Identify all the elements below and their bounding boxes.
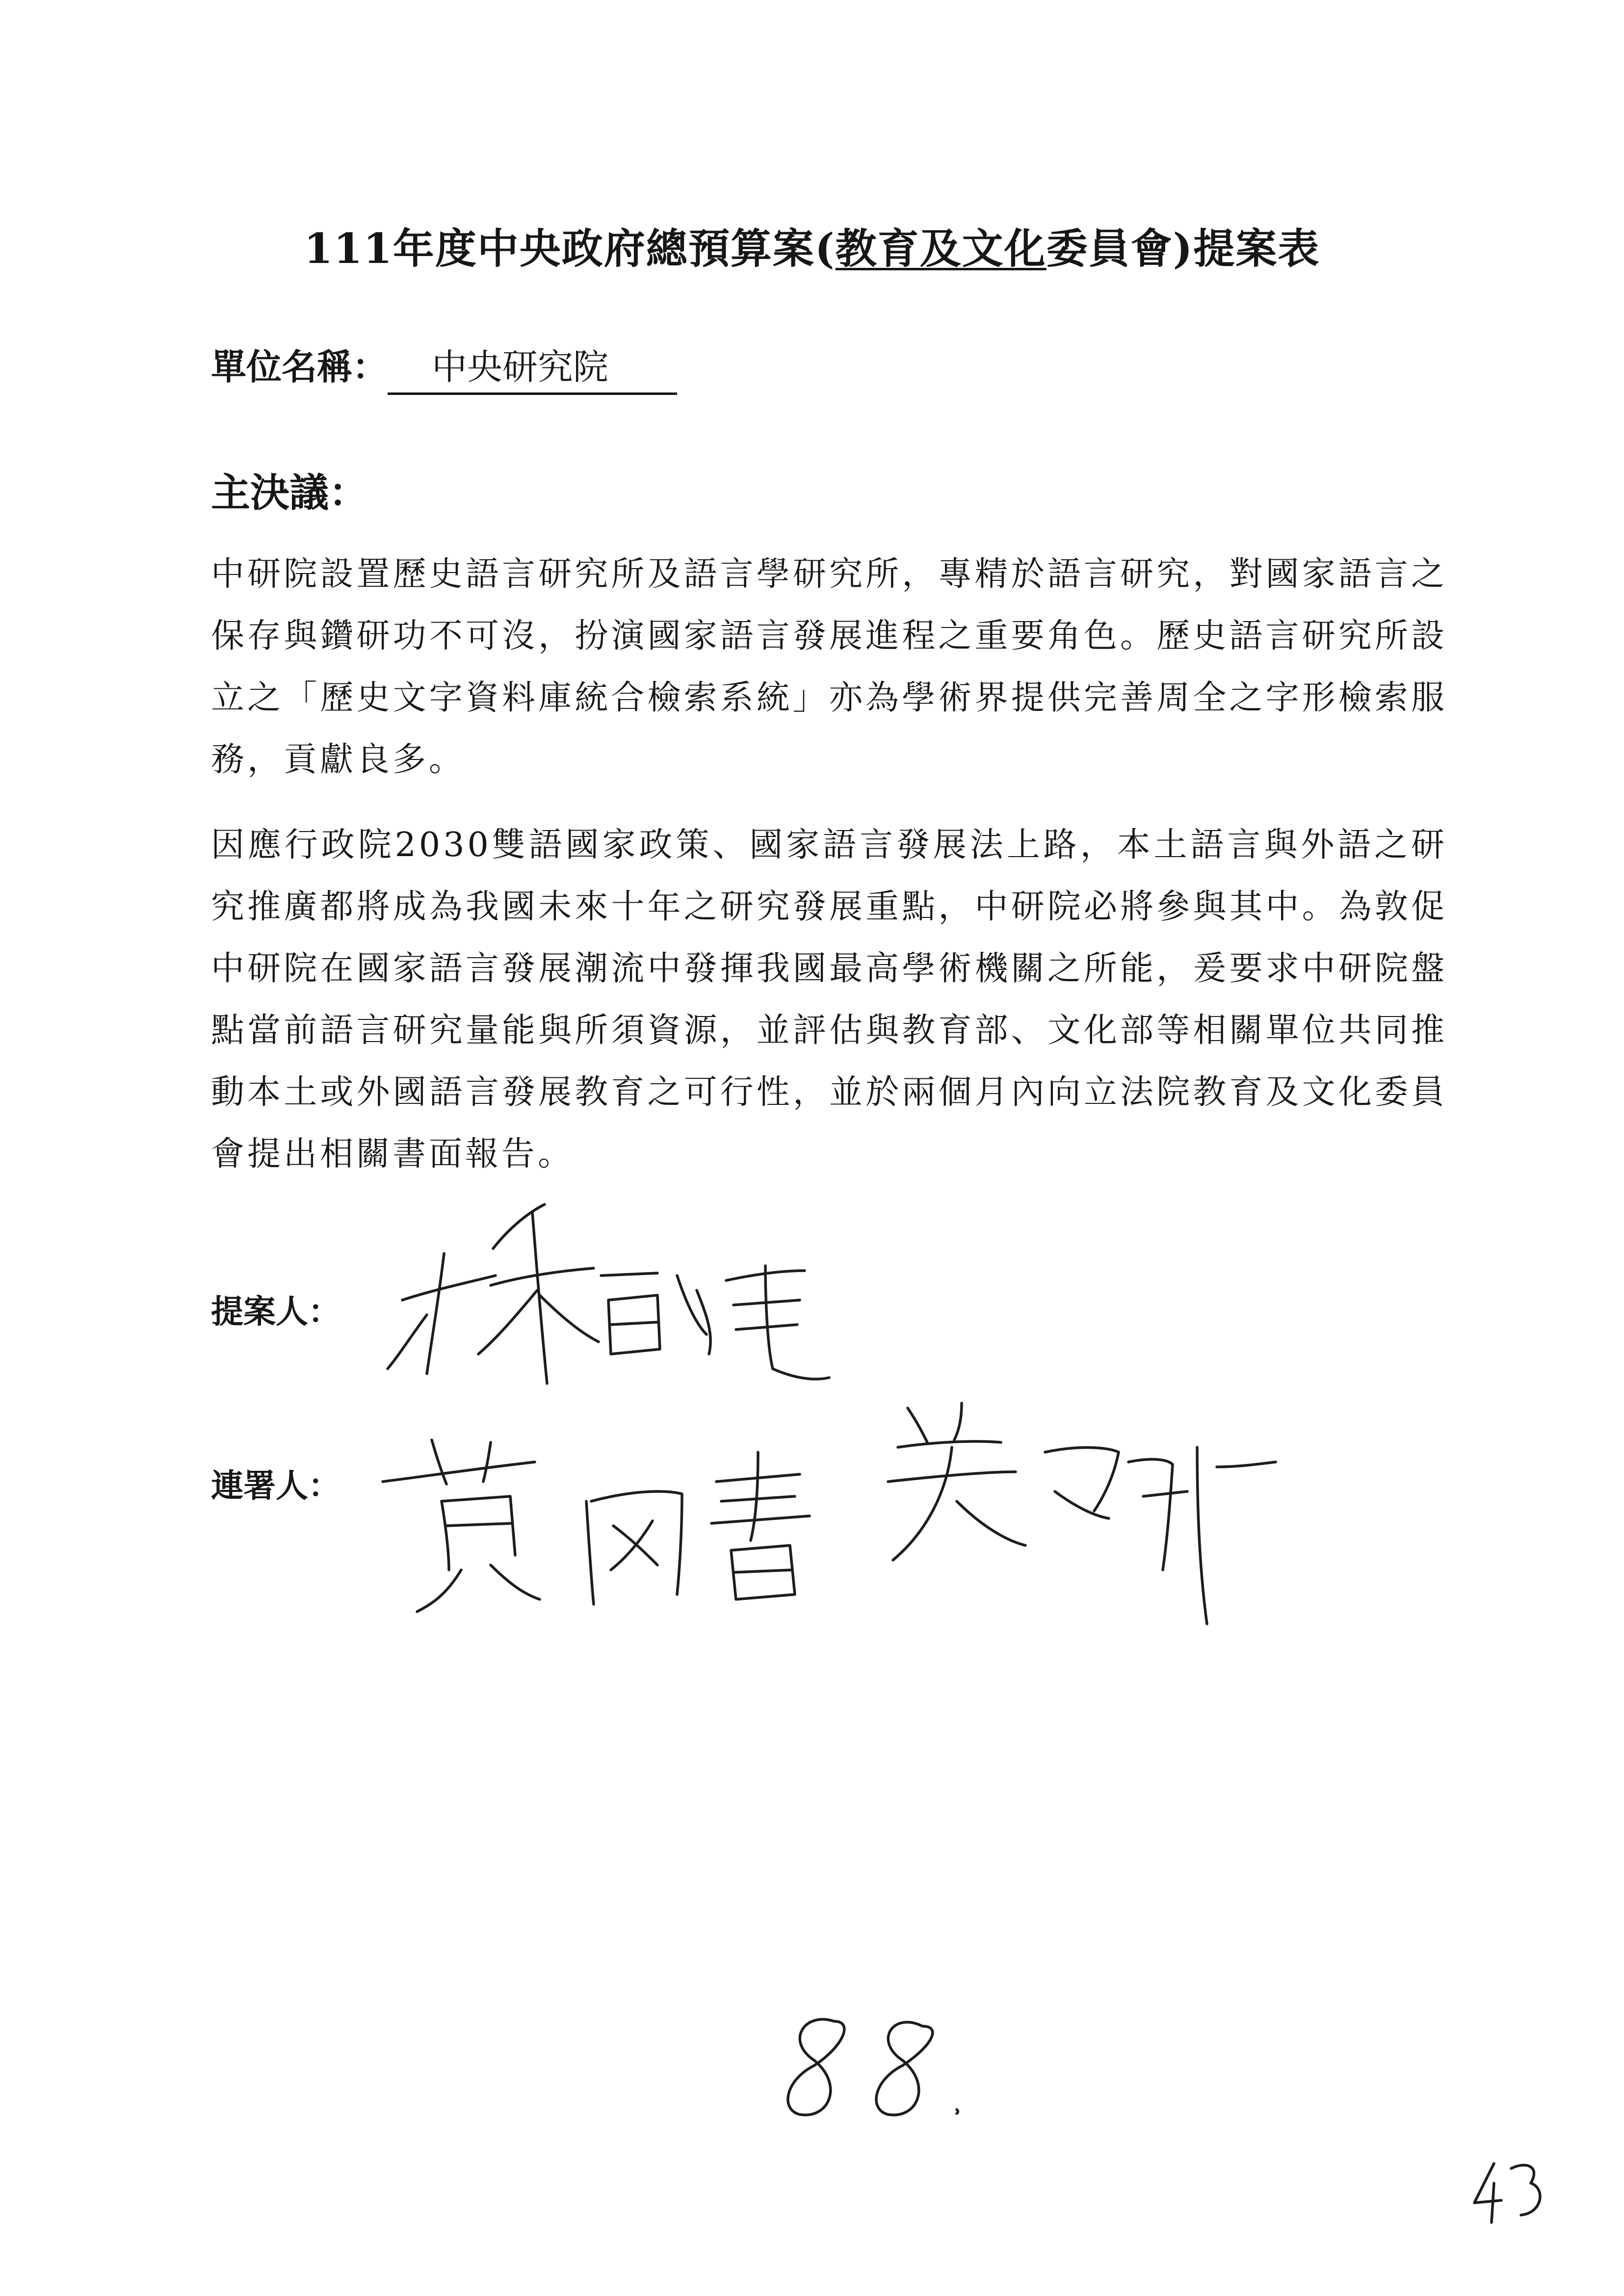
proposer-signature xyxy=(388,1204,829,1383)
unit-name: 中央研究院 xyxy=(388,339,677,395)
cosigner-label: 連署人： xyxy=(211,1466,341,1505)
cosigner-signature-2 xyxy=(586,1452,810,1604)
annotation-88 xyxy=(788,2019,958,2115)
cosigner-signature-3 xyxy=(888,1403,1276,1624)
cosigner-signature-1 xyxy=(383,1440,540,1612)
title-suffix: 委員會)提案表 xyxy=(1046,224,1320,273)
resolution-label: 主決議： xyxy=(211,470,368,516)
page-number-mark xyxy=(1474,2164,1540,2222)
proposer-label: 提案人： xyxy=(211,1292,341,1331)
resolution-paragraph-1: 中研院設置歷史語言研究所及語言學研究所，專精於語言研究，對國家語言之保存與鑽研功不可沒，扮演國家語言發展進程之重要角色。歷史語言研究所設立之「歷史文字資料庫統合檢索系統」亦為學術界提供完善周全之字形檢索服務，貢獻良多。 xyxy=(211,555,1447,779)
title-committee: 教育及文化 xyxy=(835,224,1047,273)
unit-label: 單位名稱： xyxy=(211,346,388,388)
title-prefix: 111年度中央政府總預算案( xyxy=(304,224,836,273)
resolution-paragraph-2: 因應行政院2030雙語國家政策、國家語言發展法上路，本土語言與外語之研究推廣都將成為我國未來十年之研究發展重點，中研院必將參與其中。為敦促中研院在國家語言發展潮流中發揮我國最高學術機關之所能，爰要求中研院盤點當前語言研究量能與所須資源，並評估與教育部、文化部等相關單位共同推動本土或外國語言發展教育之可行性，並於兩個月內向立法院教育及文化委員會提出相關書面報告。 xyxy=(211,826,1447,1174)
